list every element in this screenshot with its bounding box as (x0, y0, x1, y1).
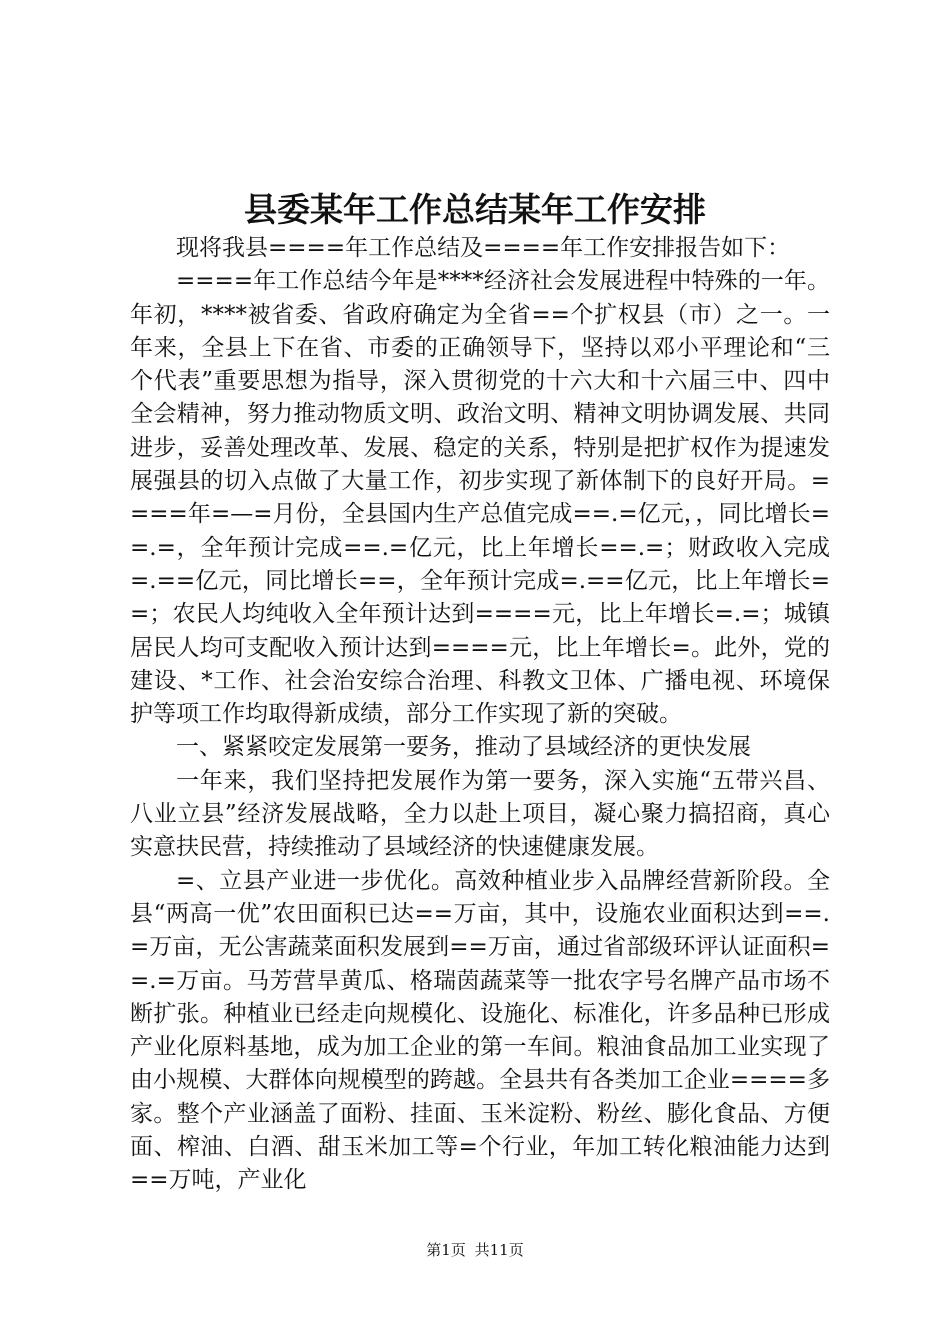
document-title: 县委某年工作总结某年工作安排 (244, 190, 706, 229)
page-number: 第1页 (426, 1241, 466, 1259)
section-intro-paragraph: 一年来，我们坚持把发展作为第一要务，深入实施“五带兴昌、八业立县”经济发展战略，全力以赴上项目，凝心聚力搞招商，真心实意扶民营，持续推动了县域经济的快速健康发展。 (130, 767, 830, 861)
summary-paragraph: ====年工作总结今年是****经济社会发展进程中特殊的一年。年初，****被省委、省政府确定为全省==个扩权县（市）之一。一年来，全县上下在省、市委的正确领导下，坚持以邓小平理论和“三个代表”重要思想为指导，深入贯彻党的十六大和十六届三中、四中全会精神，努力推动物质文明、政治文明、精神文明协调发展、共同进步，妥善处理改革、发展、稳定的关系，特别是把扩权作为提速发展强县的切入点做了大量工作，初步实现了新体制下的良好开局。====年=—=月份，全县国内生产总值完成==.=亿元，，同比增长==.=，全年预计完成==.=亿元，比上年增长==.=；财政收入完成=.==亿元，同比增长==，全年预计完成=.==亿元，比上年增长==；农民人均纯收入全年预计达到====元，比上年增长=.=；城镇居民人均可支配收入预计达到====元，比上年增长=。此外，党的建设、*工作、社会治安综合治理、科教文卫体、广播电视、环境保护等项工作均取得新成绩，部分工作实现了新的突破。 (130, 268, 830, 728)
page-total: 共11页 (474, 1241, 524, 1259)
section-heading: 一、紧紧咬定发展第一要务，推动了县域经济的更快发展 (176, 734, 751, 761)
document-body (130, 232, 830, 1198)
industry-paragraph: =、立县产业进一步优化。高效种植业步入品牌经营新阶段。全县“两高一优”农田面积已达==万亩，其中，设施农业面积达到==.=万亩，无公害蔬菜面积发展到==万亩，通过省部级环评认证面积==.=万亩。马芳营旱黄瓜、格瑞茵蔬菜等一批农字号名牌产品市场不断扩张。种植业已经走向规模化、设施化、标准化，许多品种已形成产业化原料基地，成为加工企业的第一车间。粮油食品加工业实现了由小规模、大群体向规模型的跨越。全县共有各类加工企业====多家。整个产业涵盖了面粉、挂面、玉米淀粉、粉丝、膨化食品、方便面、榨油、白酒、甜玉米加工等=个行业，年加工转化粮油能力达到==万吨，产业化 (130, 867, 830, 1194)
intro-paragraph: 现将我县====年工作总结及====年工作安排报告如下： (176, 235, 791, 261)
page-footer (0, 1238, 950, 1262)
